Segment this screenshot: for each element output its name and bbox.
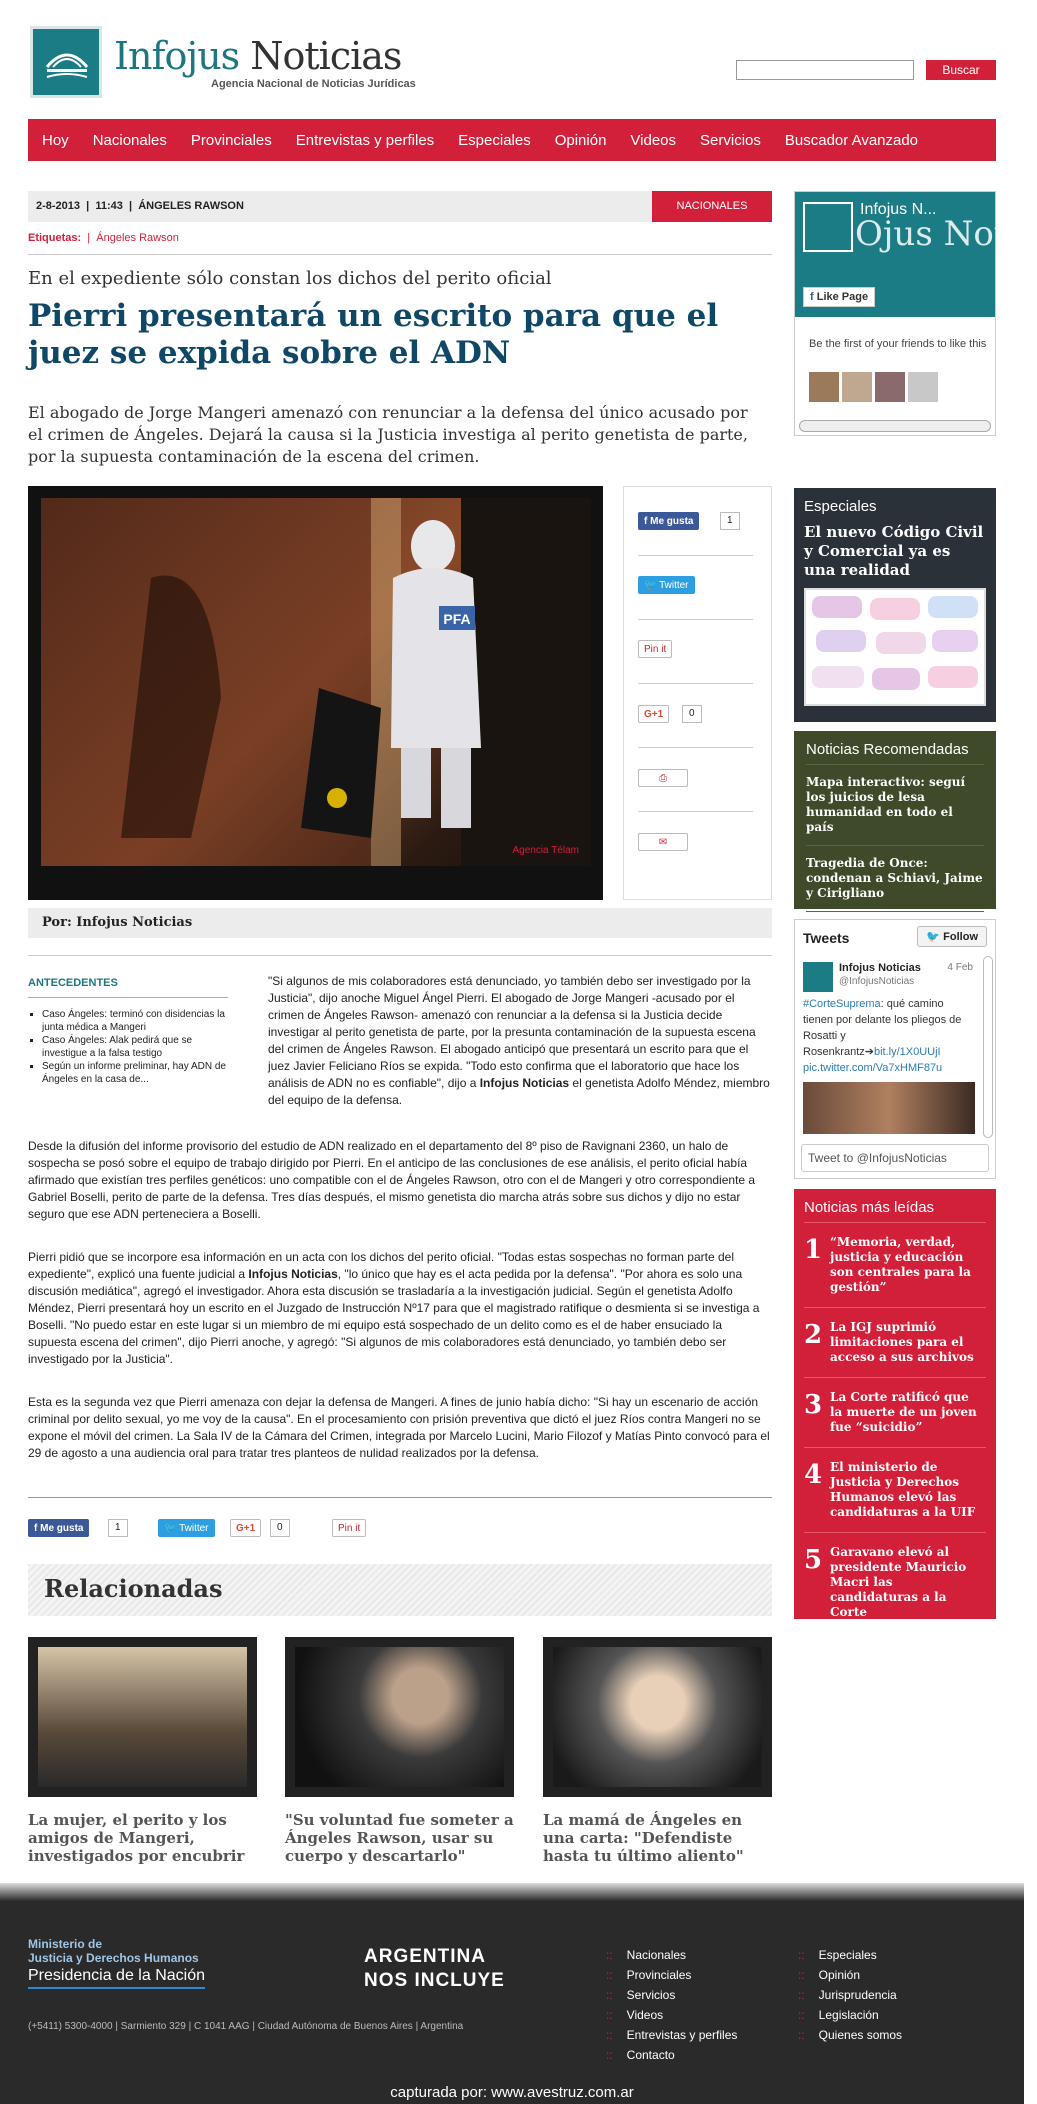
article-photo [28, 486, 603, 900]
especiales-illustration [806, 590, 984, 704]
article-lead: El abogado de Jorge Mangeri amenazó con renunciar a la defensa del único acusado por el crimen de Ángeles. Dejará la causa si la Justicia investiga al perito genetista de parte, por la supuesta contaminación de la escena del crimen. [28, 403, 748, 466]
tweet-body: : qué camino tienen por delante los pliegos de Rosatti y Rosenkrantz➔ [803, 998, 962, 1058]
tweet-handle[interactable]: @InfojusNoticias [839, 976, 915, 987]
footer-link[interactable] [606, 1985, 737, 2005]
related-image[interactable] [543, 1637, 772, 1797]
especiales-box [794, 488, 996, 722]
bullet-icon: :: [606, 1988, 613, 2002]
mas-leidas-link[interactable]: El ministerio de Justicia y Derechos Humanos elevó las candidaturas a la UIF [830, 1460, 976, 1519]
nav-item-videos[interactable]: Videos [630, 131, 677, 149]
mas-leidas-item[interactable] [804, 1533, 986, 1632]
site-footer [0, 1883, 1024, 2104]
twitter-widget [794, 919, 996, 1179]
nav-item-buscador[interactable]: Buscador Avanzado [784, 131, 919, 149]
rank-number: 1 [804, 1235, 823, 1265]
footer-link[interactable] [798, 2005, 902, 2025]
bullet-icon: :: [606, 1948, 613, 1962]
google-plus-button[interactable]: G+1 [230, 1519, 261, 1537]
facebook-like-count: 1 [720, 512, 740, 530]
mas-leidas-link[interactable]: “Memoria, verdad, justicia y educación son centrales para la gestión” [830, 1235, 971, 1294]
paragraph-text: Pierri pidió que se incorpore esa información en un acta con los dichos del perito oficial. "Todas estas sospechas no forman parte del expediente", explicó una fuente judicial a [28, 1250, 734, 1281]
footer-links-col1 [606, 1945, 737, 2065]
facebook-friend-avatars [809, 372, 938, 402]
bullet-icon: :: [606, 2008, 613, 2022]
mas-leidas-item[interactable] [804, 1448, 986, 1533]
antecedentes-title: ANTECEDENTES [28, 977, 228, 998]
tweets-heading: Tweets [803, 930, 850, 946]
article-paragraph: Esta es la segunda vez que Pierri amenaza con dejar la defensa de Mangeri. A fines de junio había dicho: "Si hay un escenario de acción criminal por delito sexual, yo me voy de la causa". En el procesamiento con prisión preventiva que dictó el juez Ríos contra Mangeri no se expone el móvil del crimen. La Sala IV de la Cámara del Crimen, integrada por Marcelo Lucini, Mario Filozof y Matías Pinto convocó para el 29 de agosto a una audiencia oral para tratar tres planteos de nulidad realizados por la defensa. [28, 1395, 770, 1460]
facebook-icon: f [644, 516, 648, 527]
mas-leidas-link[interactable]: La IGJ suprimió limitaciones para el acceso a sus archivos [830, 1320, 974, 1364]
logo-title-part2: Noticias [250, 34, 402, 78]
footer-links-col2 [798, 1945, 902, 2045]
site-header [28, 22, 996, 102]
bullet-icon: :: [798, 1968, 805, 1982]
tweet-date[interactable]: 4 Feb [947, 962, 973, 973]
footer-link-text[interactable]: Legislación [818, 2008, 879, 2022]
mas-leidas-link[interactable]: La Corte ratificó que la muerte de un joven fue “suicidio” [830, 1390, 977, 1434]
avatar[interactable] [842, 372, 872, 402]
antecedentes-item[interactable] [42, 1008, 228, 1034]
footer-band [0, 1883, 1024, 1901]
related-item[interactable] [285, 1637, 514, 1865]
related-item[interactable] [28, 1637, 257, 1865]
tweet-to-input[interactable]: Tweet to @InfojusNoticias [801, 1144, 989, 1172]
facebook-cover[interactable] [795, 192, 1037, 317]
recomendadas-item[interactable]: Mapa interactivo: seguí los juicios de lesa humanidad en todo el país [806, 765, 984, 846]
footer-link-text[interactable]: Nacionales [626, 1948, 687, 1962]
footer-address: (+5411) 5300-4000 | Sarmiento 329 | C 1041 AAG | Ciudad Autónoma de Buenos Aires | Argentina [28, 2021, 464, 2032]
antecedentes-link[interactable]: Caso Ángeles: terminó con disidencias la junta médica a Mangeri [42, 1009, 225, 1033]
nav-item-opinion[interactable]: Opinión [554, 131, 607, 149]
capture-watermark: capturada por: www.avestruz.com.ar [390, 2084, 634, 2101]
google-plus-count: 0 [682, 705, 702, 723]
footer-link[interactable] [798, 1985, 902, 2005]
logo-title [114, 34, 401, 78]
facebook-page-name[interactable]: Infojus N... [860, 201, 937, 218]
rank-number: 5 [804, 1545, 823, 1575]
especiales-title[interactable]: El nuevo Código Civil y Comercial ya es una realidad [804, 523, 984, 579]
recomendadas-item[interactable]: Tragedia de Once: condenan a Schiavi, Jaime y Cirigliano [806, 846, 984, 912]
paragraph-text: el genetista Adolfo Méndez, miembro del equipo de la defensa. [268, 1076, 770, 1107]
bullet-icon: :: [798, 1988, 805, 2002]
facebook-like-label: Me gusta [650, 516, 694, 527]
footer-link[interactable] [798, 2025, 902, 2045]
divider [28, 955, 772, 956]
footer-link-text[interactable]: Servicios [626, 1988, 676, 2002]
logo[interactable] [30, 26, 102, 98]
article-author-tag: ÁNGELES RAWSON [138, 200, 244, 212]
tweet-link[interactable]: bit.ly/1X0UUjI [873, 1046, 941, 1058]
footer-link[interactable] [606, 1945, 737, 1965]
mas-leidas-link[interactable]: Garavano elevó al presidente Mauricio Macri las candidaturas a la Corte [830, 1545, 967, 1619]
facebook-like-button[interactable] [28, 1519, 89, 1537]
footer-ministerio[interactable]: Ministerio de Justicia y Derechos Humanos [28, 1937, 199, 1965]
facebook-page-widget [794, 191, 1037, 436]
tags: Etiquetas: | Ángeles Rawson [28, 232, 179, 244]
tweet-author[interactable]: Infojus Noticias [839, 962, 921, 974]
footer-link-text[interactable]: Entrevistas y perfiles [626, 2028, 738, 2042]
footer-link[interactable] [798, 1945, 902, 1965]
nav-item-servicios[interactable]: Servicios [700, 131, 761, 149]
email-icon: ✉ [658, 837, 668, 848]
avatar[interactable] [803, 962, 833, 992]
nav-item-entrevistas[interactable]: Entrevistas y perfiles [295, 131, 435, 149]
footer-link[interactable] [798, 1965, 902, 1985]
twitter-icon: 🐦 [926, 931, 941, 943]
antecedentes-item[interactable] [42, 1060, 228, 1086]
footer-link-text[interactable]: Especiales [818, 1948, 877, 1962]
photo-illustration [41, 498, 591, 866]
bullet-icon: :: [606, 2028, 613, 2042]
logo-title-part1: Infojus [114, 34, 240, 78]
footer-argentina-line2: NOS INCLUYE [364, 1970, 505, 1991]
article-paragraph [28, 1249, 772, 1368]
main-nav [28, 119, 996, 161]
related-item-title[interactable]: La mujer, el perito y los amigos de Mangeri, investigados por encubrir [28, 1811, 245, 1865]
article-headline: Pierri presentará un escrito para que el juez se expida sobre el ADN [28, 298, 719, 371]
footer-link-text[interactable]: Opinión [818, 1968, 861, 1982]
tweet-image[interactable] [803, 1082, 975, 1134]
recomendadas-box [794, 731, 996, 909]
footer-link[interactable] [606, 2045, 737, 2065]
bullet-icon: :: [798, 1948, 805, 1962]
footer-link-text[interactable]: Jurisprudencia [818, 1988, 897, 2002]
article-date: 2-8-2013 [36, 200, 81, 212]
twitter-button[interactable] [158, 1519, 215, 1537]
footer-link-text[interactable]: Contacto [626, 2048, 675, 2062]
share-bar-bottom [28, 1519, 772, 1541]
related-title: Relacionadas [28, 1564, 772, 1616]
twitter-follow-button[interactable] [917, 926, 987, 947]
footer-argentina-line1: ARGENTINA [364, 1946, 486, 1967]
recomendadas-heading: Noticias Recomendadas [806, 741, 984, 765]
byline: Por: Infojus Noticias [28, 908, 772, 938]
paragraph-bold: Infojus Noticias [479, 1076, 570, 1090]
tweet-hashtag[interactable]: #CorteSuprema [803, 998, 881, 1010]
photo-image [41, 498, 591, 866]
nav-item-especiales[interactable]: Especiales [458, 131, 531, 149]
twitter-button[interactable] [638, 576, 695, 594]
mas-leidas-item[interactable] [804, 1223, 986, 1308]
rank-number: 3 [804, 1390, 823, 1420]
twitter-icon: 🐦 [164, 1523, 177, 1534]
rank-number: 2 [804, 1320, 823, 1350]
twitter-label: Twitter [659, 580, 689, 591]
footer-link[interactable] [606, 2005, 737, 2025]
avatar[interactable] [875, 372, 905, 402]
share-box [623, 486, 772, 900]
especiales-heading: Especiales [804, 498, 877, 515]
related-item-title[interactable]: La mamá de Ángeles en una carta: "Defendiste hasta tu último aliento" [543, 1811, 744, 1865]
divider [638, 811, 753, 812]
facebook-friends-text: Be the first of your friends to like this [809, 338, 987, 350]
facebook-icon: f [810, 291, 814, 303]
especiales-image[interactable] [804, 588, 986, 706]
print-button[interactable] [638, 769, 688, 787]
article-kicker: En el expediente sólo constan los dichos del perito oficial [28, 268, 552, 289]
facebook-like-button[interactable] [638, 512, 699, 530]
tweet-pic-link[interactable]: pic.twitter.com/Va7xHMF87u [803, 1062, 943, 1074]
antecedentes-link[interactable]: Según un informe preliminar, hay ADN de Ángeles en la casa de... [42, 1061, 226, 1085]
paragraph-text: , "lo único que hay es el acta pedida por la defensa". "Por ahora es solo una discusión mediática", agregó el investigador. Ahora esta discusión se trasladaría a la investigación judicial. Según el genetista Adolfo Méndez, Pierri presentará hoy un escrito en el Juzgado de Instrucción Nº17 para que el magistrado ratifique o desmienta si se investiga a Boselli. "No puedo estar en este lugar si un miembro de mi equipo está sospechado de un delito como es el de haber ensuciado la supuesta escena del crimen", dijo Pierri anoche, y agregó: "Si algunos de mis colaboradores está denunciado, yo también debo ser investigado por la Justicia". [28, 1267, 760, 1366]
facebook-like-label: Me gusta [40, 1523, 84, 1534]
search-input[interactable] [736, 60, 914, 80]
article-time: 11:43 [95, 200, 123, 212]
mas-leidas-box [794, 1189, 996, 1619]
mas-leidas-item[interactable] [804, 1308, 986, 1378]
divider [638, 747, 753, 748]
footer-link[interactable] [606, 1965, 737, 1985]
tags-label: Etiquetas: [28, 232, 82, 244]
pinterest-button[interactable]: Pin it [638, 640, 672, 658]
article-meta: 2-8-2013 | 11:43 | ÁNGELES RAWSON NACIONALES [28, 191, 772, 222]
nav-item-provinciales[interactable]: Provinciales [190, 131, 272, 149]
tag-link[interactable]: Ángeles Rawson [96, 232, 179, 244]
divider [638, 619, 753, 620]
antecedentes-link[interactable]: Caso Ángeles: Alak pedirá que se investigue a la falsa testigo [42, 1035, 193, 1059]
footer-link-text[interactable]: Provinciales [626, 1968, 692, 1982]
divider [638, 555, 753, 556]
avatar[interactable] [809, 372, 839, 402]
rank-number: 4 [804, 1460, 823, 1490]
antecedentes-box [28, 977, 228, 1086]
article-paragraph [268, 973, 772, 1109]
footer-link-text[interactable]: Videos [626, 2008, 664, 2022]
bullet-icon: :: [798, 2028, 805, 2042]
mas-leidas-item[interactable] [804, 1378, 986, 1448]
paragraph-bold: Infojus Noticias [248, 1267, 338, 1281]
google-plus-button[interactable]: G+1 [638, 705, 669, 723]
search-button[interactable]: Buscar [926, 60, 996, 80]
footer-link[interactable] [606, 2025, 737, 2045]
avatar[interactable] [908, 372, 938, 402]
section-badge[interactable]: NACIONALES [652, 191, 772, 222]
related-image[interactable] [285, 1637, 514, 1797]
print-icon: ⎙ [659, 773, 667, 784]
nav-item-nacionales[interactable]: Nacionales [92, 131, 167, 149]
footer-argentina-logo [364, 1945, 505, 1993]
photo-credit: Agencia Télam [512, 845, 579, 856]
divider [28, 254, 772, 255]
google-plus-count: 0 [270, 1519, 290, 1537]
tweet-text [803, 996, 973, 1076]
related-image[interactable] [28, 1637, 257, 1797]
twitter-label: Twitter [179, 1523, 209, 1534]
facebook-cover-text: Ojus Notic [855, 214, 1037, 254]
bullet-icon: :: [606, 1968, 613, 1982]
pinterest-button[interactable]: Pin it [332, 1519, 366, 1537]
facebook-page-avatar[interactable] [803, 202, 853, 252]
nav-item-hoy[interactable]: Hoy [42, 131, 69, 149]
related-item[interactable] [543, 1637, 772, 1865]
facebook-like-page-label: Like Page [816, 291, 869, 303]
paragraph-text: "Si algunos de mis colaboradores está denunciado, yo también debo ser investigado por la Justicia", dijo anoche Miguel Ángel Pierri. El abogado de Jorge Mangeri -acusado por el crimen de Ángeles Rawson- amenazó con renunciar a la defensa si la Justicia decide investigar al perito genetista de parte, por la presunta contaminación de la supuesta escena del crimen de Ángeles Rawson. El abogado anticipó que presentará un escrito para que el juez Javier Feliciano Ríos se expida. "Todo esto confirma que el laboratorio que hace los análisis de ADN no es confiable", dijo a [268, 974, 756, 1090]
tweets-scrollbar[interactable] [983, 956, 993, 1138]
mas-leidas-heading: Noticias más leídas [804, 1199, 986, 1223]
logo-icon [41, 37, 93, 89]
facebook-like-page-button[interactable] [803, 287, 875, 307]
article-paragraph: Desde la difusión del informe provisorio del estudio de ADN realizado en el departamento del 8º piso de Ravignani 2360, un halo de sospecha se posó sobre el equipo de trabajo dirigido por Pierri. En el anticipo de las conclusiones de ese análisis, el perito oficial había afirmado que existían tres perfiles genéticos: uno compatible con el de Ángeles Rawson, otro con el de Mangeri y otro correspondiente a Gabriel Boselli, perito de parte de la defensa. Tres días después, el mismo genetista dio marcha atrás sobre sus dichos y dijo no estar seguro que ese ADN perteneciera a Boselli. [28, 1139, 756, 1221]
divider [28, 1497, 772, 1498]
facebook-like-count: 1 [108, 1519, 128, 1537]
bullet-icon: :: [798, 2008, 805, 2022]
related-item-title[interactable]: "Su voluntad fue someter a Ángeles Rawson, usar su cuerpo y descartarlo" [285, 1811, 514, 1865]
photo-vest-label: PFA [443, 611, 471, 627]
logo-subtitle: Agencia Nacional de Noticias Jurídicas [211, 78, 416, 90]
twitter-icon: 🐦 [644, 580, 657, 591]
footer-link-text[interactable]: Quienes somos [818, 2028, 903, 2042]
divider [638, 683, 753, 684]
antecedentes-item[interactable] [42, 1034, 228, 1060]
facebook-widget-scrollbar[interactable] [799, 420, 991, 432]
bullet-icon: :: [606, 2048, 613, 2062]
antecedentes-list [28, 1008, 228, 1086]
footer-presidencia[interactable]: Presidencia de la Nación [28, 1967, 205, 1989]
email-button[interactable] [638, 833, 688, 851]
facebook-icon: f [34, 1523, 38, 1534]
twitter-follow-label: Follow [943, 931, 978, 943]
